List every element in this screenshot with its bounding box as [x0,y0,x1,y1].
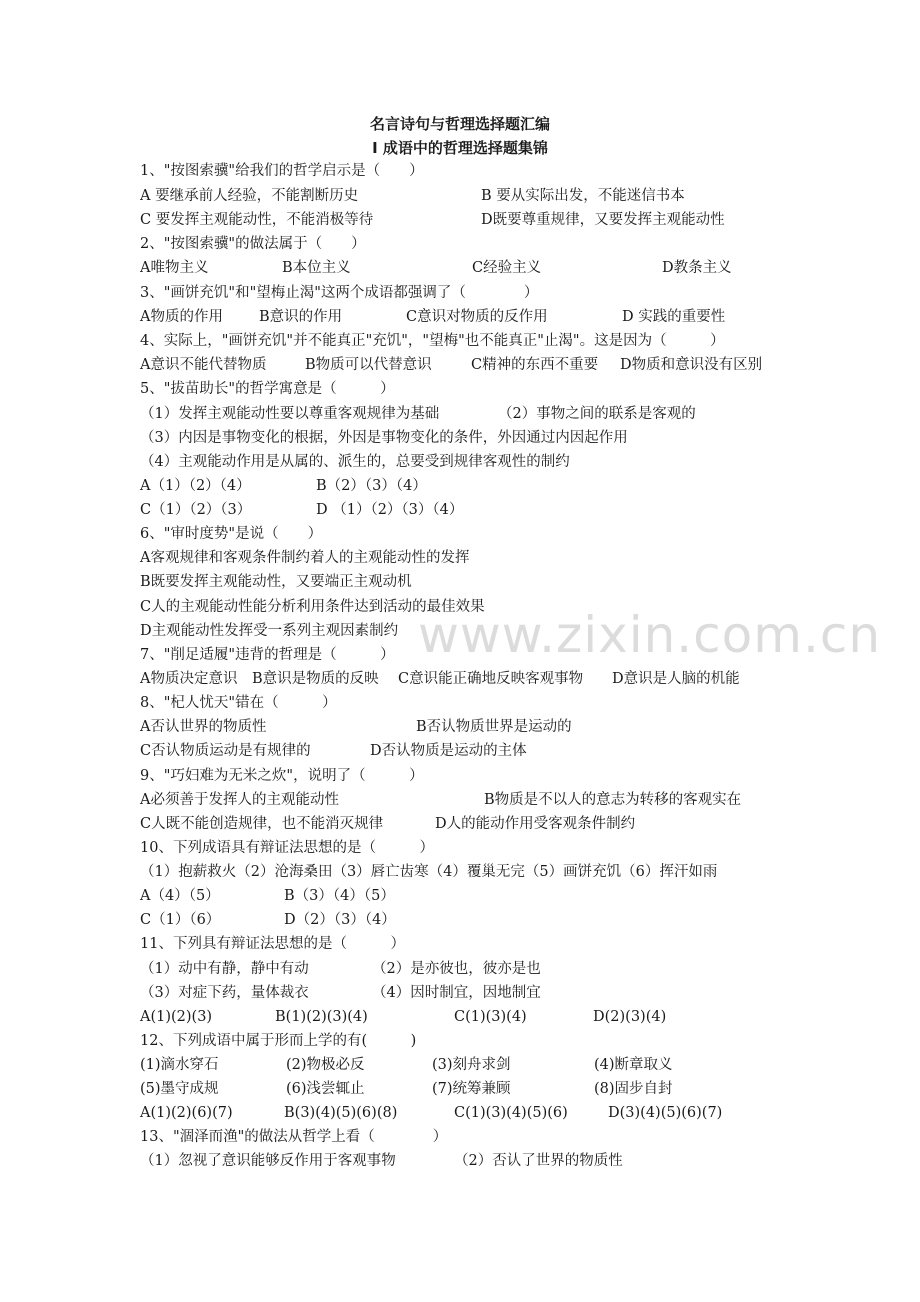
q13-statement-1: （1）忽视了意识能够反作用于客观事物 [140,1153,396,1169]
q5-option-d: D （1）（2）（3）（4） [316,502,464,518]
q1-option-a: A 要继承前人经验，不能割断历史 [140,188,359,204]
q2-option-d: D教条主义 [662,260,732,276]
watermark: www.zixin.com.cn [418,606,882,664]
q2-option-a: A唯物主义 [140,260,209,276]
q9-option-b: B物质是不以人的意志为转移的客观实在 [484,792,742,808]
q7-stem: 7、"削足适履"违背的哲理是（ ） [140,647,395,663]
q8-option-a: A否认世界的物质性 [140,719,267,735]
q9-option-d: D人的能动作用受客观条件制约 [435,816,636,832]
q1-option-d: D既要尊重规律，又要发挥主观能动性 [481,212,725,228]
q12-option-b: B(3)(4)(5)(6)(8) [284,1105,398,1121]
q12-item-5: (5)墨守成规 [140,1081,219,1097]
q10-option-c: C（1）（6） [140,912,221,928]
q10-items: （1）抱薪救火（2）沧海桑田（3）唇亡齿寒（4）覆巢无完（5）画饼充饥（6）挥汗如雨 [140,864,718,880]
q6-option-a: A客观规律和客观条件制约着人的主观能动性的发挥 [140,550,470,566]
q11-option-c: C(1)(3)(4) [454,1009,527,1025]
q4-stem: 4、实际上，"画饼充饥"并不能真正"充饥"，"望梅"也不能真正"止渴"。这是因为（ ） [140,333,725,349]
q7-option-d: D意识是人脑的机能 [612,671,740,687]
q10-option-b: B（3）（4）（5） [284,888,395,904]
q12-item-7: (7)统筹兼顾 [432,1081,511,1097]
q5-statement-1: （1）发挥主观能动性要以尊重客观规律为基础 [140,406,440,422]
q4-option-a: A意识不能代替物质 [140,357,267,373]
q2-option-c: C经验主义 [472,260,542,276]
q4-option-b: B物质可以代替意识 [305,357,432,373]
q3-option-a: A物质的作用 [140,309,223,325]
q12-item-4: (4)断章取义 [594,1057,673,1073]
q7-option-c: C意识能正确地反映客观事物 [398,671,584,687]
q8-stem: 8、"杞人忧天"错在（ ） [140,695,337,711]
q4-option-d: D物质和意识没有区别 [620,357,763,373]
q12-item-6: (6)浅尝辄止 [286,1081,365,1097]
q12-item-1: (1)滴水穿石 [140,1057,219,1073]
q5-statement-2: （2）事物之间的联系是客观的 [498,406,696,422]
q7-option-b: B意识是物质的反映 [252,671,379,687]
q3-stem: 3、"画饼充饥"和"望梅止渴"这两个成语都强调了（ ） [140,285,539,301]
q9-option-a: A必须善于发挥人的主观能动性 [140,792,339,808]
q10-option-d: D（2）（3）（4） [284,912,396,928]
q13-statement-2: （2）否认了世界的物质性 [454,1153,623,1169]
q10-stem: 10、下列成语具有辩证法思想的是（ ） [140,840,434,856]
q11-option-b: B(1)(2)(3)(4) [275,1009,368,1025]
q1-stem: 1、"按图索骥"给我们的哲学启示是（ ） [140,163,424,179]
q10-option-a: A（4）（5） [140,888,220,904]
q12-item-3: (3)刻舟求剑 [432,1057,511,1073]
q1-option-c: C 要发挥主观能动性，不能消极等待 [140,212,374,228]
q13-stem: 13、"涸泽而渔"的做法从哲学上看（ ） [140,1129,448,1145]
q9-option-c: C人既不能创造规律，也不能消灭规律 [140,816,384,832]
section-title: Ⅰ 成语中的哲理选择题集锦 [372,139,548,157]
q8-option-d: D否认物质是运动的主体 [370,743,527,759]
q2-option-b: B本位主义 [282,260,351,276]
q3-option-b: B意识的作用 [259,309,343,325]
q12-option-d: D(3)(4)(5)(6)(7) [608,1105,723,1121]
q11-statement-1: （1）动中有静，静中有动 [140,961,309,977]
q5-option-a: A（1）（2）（4） [140,478,251,494]
q7-option-a: A物质决定意识 [140,671,238,687]
q4-option-c: C精神的东西不重要 [471,357,599,373]
q9-stem: 9、"巧妇难为无米之炊"，说明了（ ） [140,768,424,784]
q8-option-b: B否认物质世界是运动的 [416,719,572,735]
q11-statement-4: （4）因时制宜，因地制宜 [372,985,541,1001]
q5-stem: 5、"拔苗助长"的哲学寓意是（ ） [140,381,395,397]
q6-option-d: D主观能动性发挥受一系列主观因素制约 [140,623,399,639]
document-title: 名言诗句与哲理选择题汇编 [369,115,550,133]
q3-option-c: C意识对物质的反作用 [406,309,548,325]
q2-stem: 2、"按图索骥"的做法属于（ ） [140,236,366,252]
q8-option-c: C否认物质运动是有规律的 [140,743,311,759]
q11-statement-2: （2）是亦彼也，彼亦是也 [372,961,541,977]
q11-option-d: D(2)(3)(4) [593,1009,667,1025]
q6-option-b: B既要发挥主观能动性，又要端正主观动机 [140,574,412,590]
q11-stem: 11、下列具有辩证法思想的是（ ） [140,936,405,952]
q11-statement-3: （3）对症下药，量体裁衣 [140,985,309,1001]
q12-item-8: (8)固步自封 [594,1081,673,1097]
q1-option-b: B 要从实际出发，不能迷信书本 [481,188,685,204]
q6-stem: 6、"审时度势"是说（ ） [140,526,323,542]
q5-statement-3: （3）内因是事物变化的根据，外因是事物变化的条件，外因通过内因起作用 [140,430,628,446]
q5-statement-4: （4）主观能动作用是从属的、派生的，总要受到规律客观性的制约 [140,454,570,470]
q12-item-2: (2)物极必反 [286,1057,365,1073]
q12-stem: 12、下列成语中属于形而上学的有( ) [140,1033,417,1049]
q12-option-a: A(1)(2)(6)(7) [140,1105,233,1121]
q6-option-c: C人的主观能动性能分析利用条件达到活动的最佳效果 [140,599,485,615]
q5-option-b: B（2）（3）（4） [316,478,427,494]
q12-option-c: C(1)(3)(4)(5)(6) [454,1105,568,1121]
q3-option-d: D 实践的重要性 [622,309,726,325]
q5-option-c: C（1）（2）（3） [140,502,252,518]
q11-option-a: A(1)(2)(3) [140,1009,213,1025]
